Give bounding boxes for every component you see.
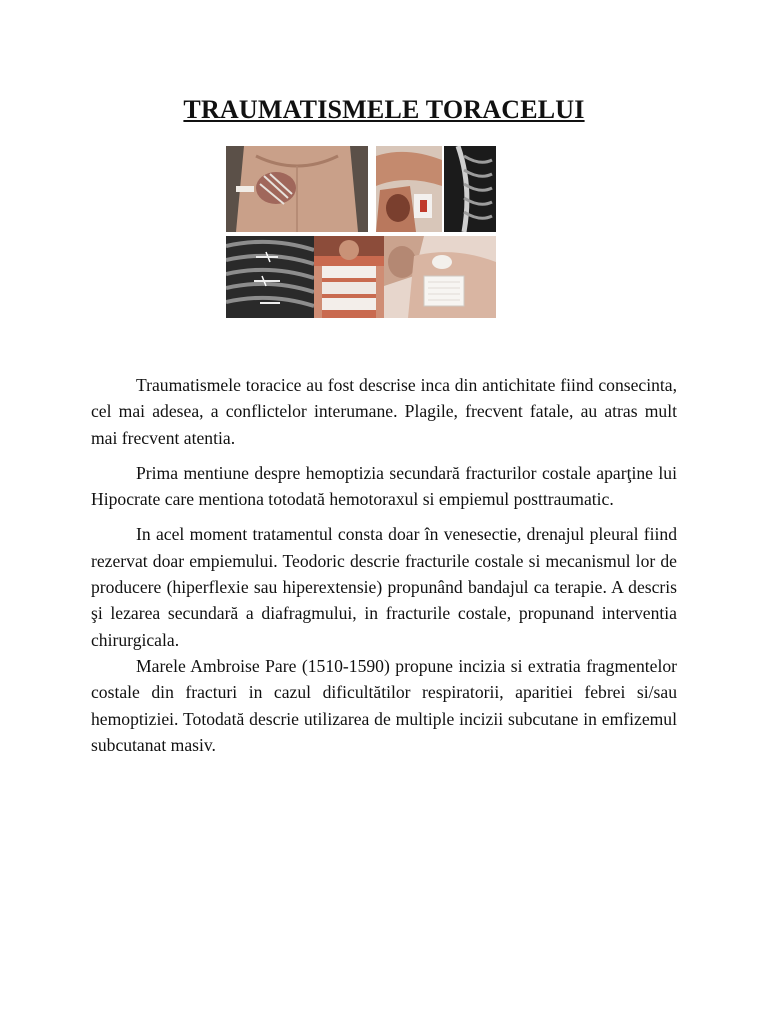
paragraph: In acel moment tratamentul consta doar în venesectie, drenajul pleural fiind rezervat doar empiemului. Teodoric descrie fracturile costale si mecanismul lor de producere (hiperflexie sau hiperextensie) propunând bandajul ca terapie. A descris şi lezarea secundară a diafragmului, in fracturile costale, propunand interventia chirurgicala. (91, 524, 677, 650)
paragraph: Traumatismele toracice au fost descrise inca din antichitate fiind consecinta, cel mai adesea, a conflictelor interumane. Plagile, frecvent fatale, au atras mult mai frecvent atentia. (91, 375, 677, 448)
chest-bandage-photo (314, 236, 384, 318)
body-text (91, 372, 677, 767)
chest-dressing-photo (384, 236, 496, 318)
chest-xray-lateral (444, 146, 496, 232)
paragraph: Marele Ambroise Pare (1510-1590) propune incizia si extratia fragmentelor costale din fracturi in cazul dificultătilor respiratorii, aparitiei febrei si/sau hemoptiziei. Totodată descrie utilizarea de multiple incizii subcutane in emfizemul subcutanat masiv. (91, 655, 677, 755)
image-collage (226, 146, 496, 318)
document-title: TRAUMATISMELE TORACELUI (183, 95, 585, 124)
chest-xray-rib-fracture (226, 236, 314, 318)
arm-wound-photo (376, 146, 442, 232)
chest-bruise-photo (226, 146, 368, 232)
paragraph: Prima mentiune despre hemoptizia secundară fracturilor costale aparţine lui Hipocrate care mentiona totodată hemotoraxul si empiemul posttraumatic. (91, 462, 677, 510)
